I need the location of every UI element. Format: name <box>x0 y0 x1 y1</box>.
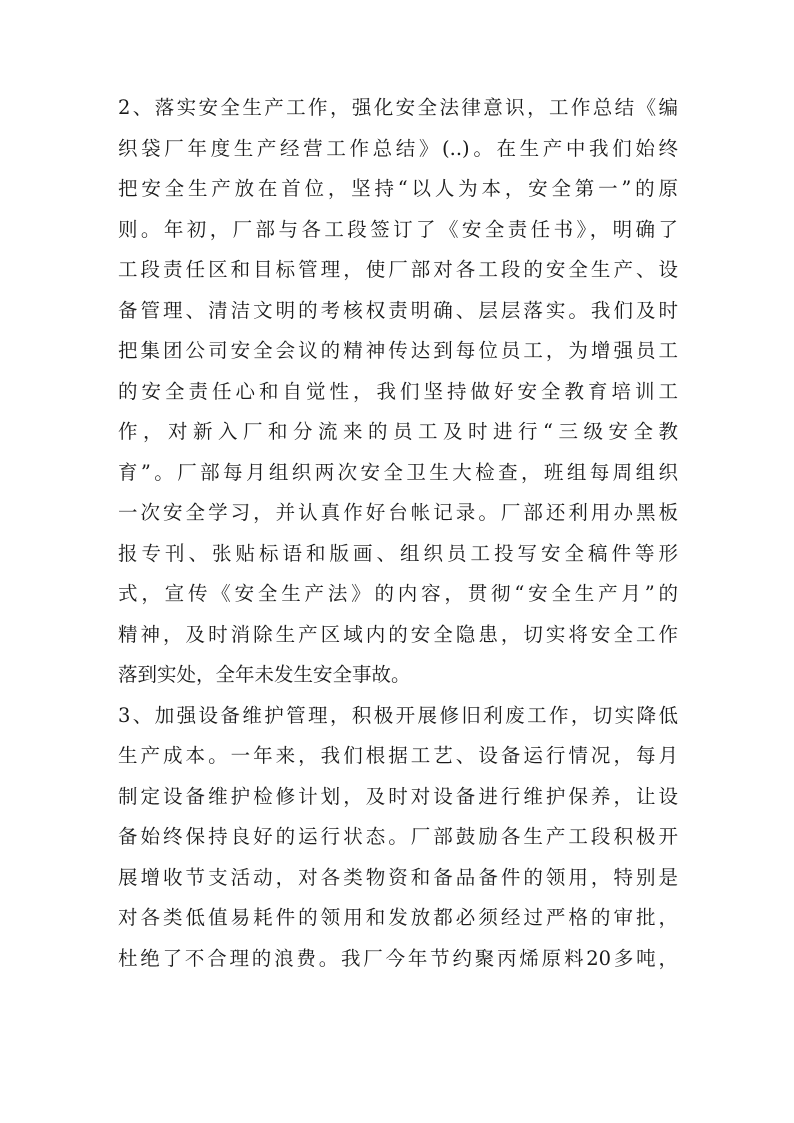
text-line: 织袋厂年度生产经营工作总结》(..)。在生产中我们始终 <box>118 136 678 160</box>
text-line: 2、落实安全生产工作，强化安全法律意识，工作总结《编 <box>118 96 678 119</box>
text-line: 备始终保持良好的运行状态。厂部鼓励各生产工段积极开 <box>118 825 678 848</box>
text-line: 则。年初，厂部与各工段签订了《安全责任书》，明确了 <box>118 217 678 241</box>
text-line: 制定设备维护检修计划，及时对设备进行维护保养，让设 <box>118 784 678 808</box>
body-text <box>118 88 678 979</box>
text-line: 备管理、清洁文明的考核权责明确、层层落实。我们及时 <box>118 298 678 322</box>
text-line: 作，对新入厂和分流来的员工及时进行“三级安全教 <box>118 420 678 443</box>
text-line: 把安全生产放在首位，坚持“以人为本，安全第一”的原 <box>118 177 678 200</box>
text-line: 报专刊、张贴标语和版画、组织员工投写安全稿件等形 <box>118 541 678 565</box>
text-line: 展增收节支活动，对各类物资和备品备件的领用，特别是 <box>118 865 678 889</box>
text-line: 对各类低值易耗件的领用和发放都必须经过严格的审批， <box>118 906 678 929</box>
text-line: 的安全责任心和自觉性，我们坚持做好安全教育培训工 <box>118 379 678 403</box>
text-line: 杜绝了不合理的浪费。我厂今年节约聚丙烯原料20多吨， <box>118 946 678 970</box>
text-line: 生产成本。一年来，我们根据工艺、设备运行情况，每月 <box>118 744 678 767</box>
text-line: 一次安全学习，并认真作好台帐记录。厂部还利用办黑板 <box>118 501 678 524</box>
text-line: 3、加强设备维护管理，积极开展修旧利废工作，切实降低 <box>118 703 678 727</box>
text-line: 精神，及时消除生产区域内的安全隐患，切实将安全工作 <box>118 622 678 646</box>
text-line: 式，宣传《安全生产法》的内容，贯彻“安全生产月”的 <box>118 582 678 605</box>
text-line: 把集团公司安全会议的精神传达到每位员工，为增强员工 <box>118 339 678 362</box>
text-line: 落到实处，全年未发生安全事故。 <box>118 663 411 686</box>
text-line: 育”。厂部每月组织两次安全卫生大检查，班组每周组织 <box>118 460 678 484</box>
text-line: 工段责任区和目标管理，使厂部对各工段的安全生产、设 <box>118 258 678 281</box>
